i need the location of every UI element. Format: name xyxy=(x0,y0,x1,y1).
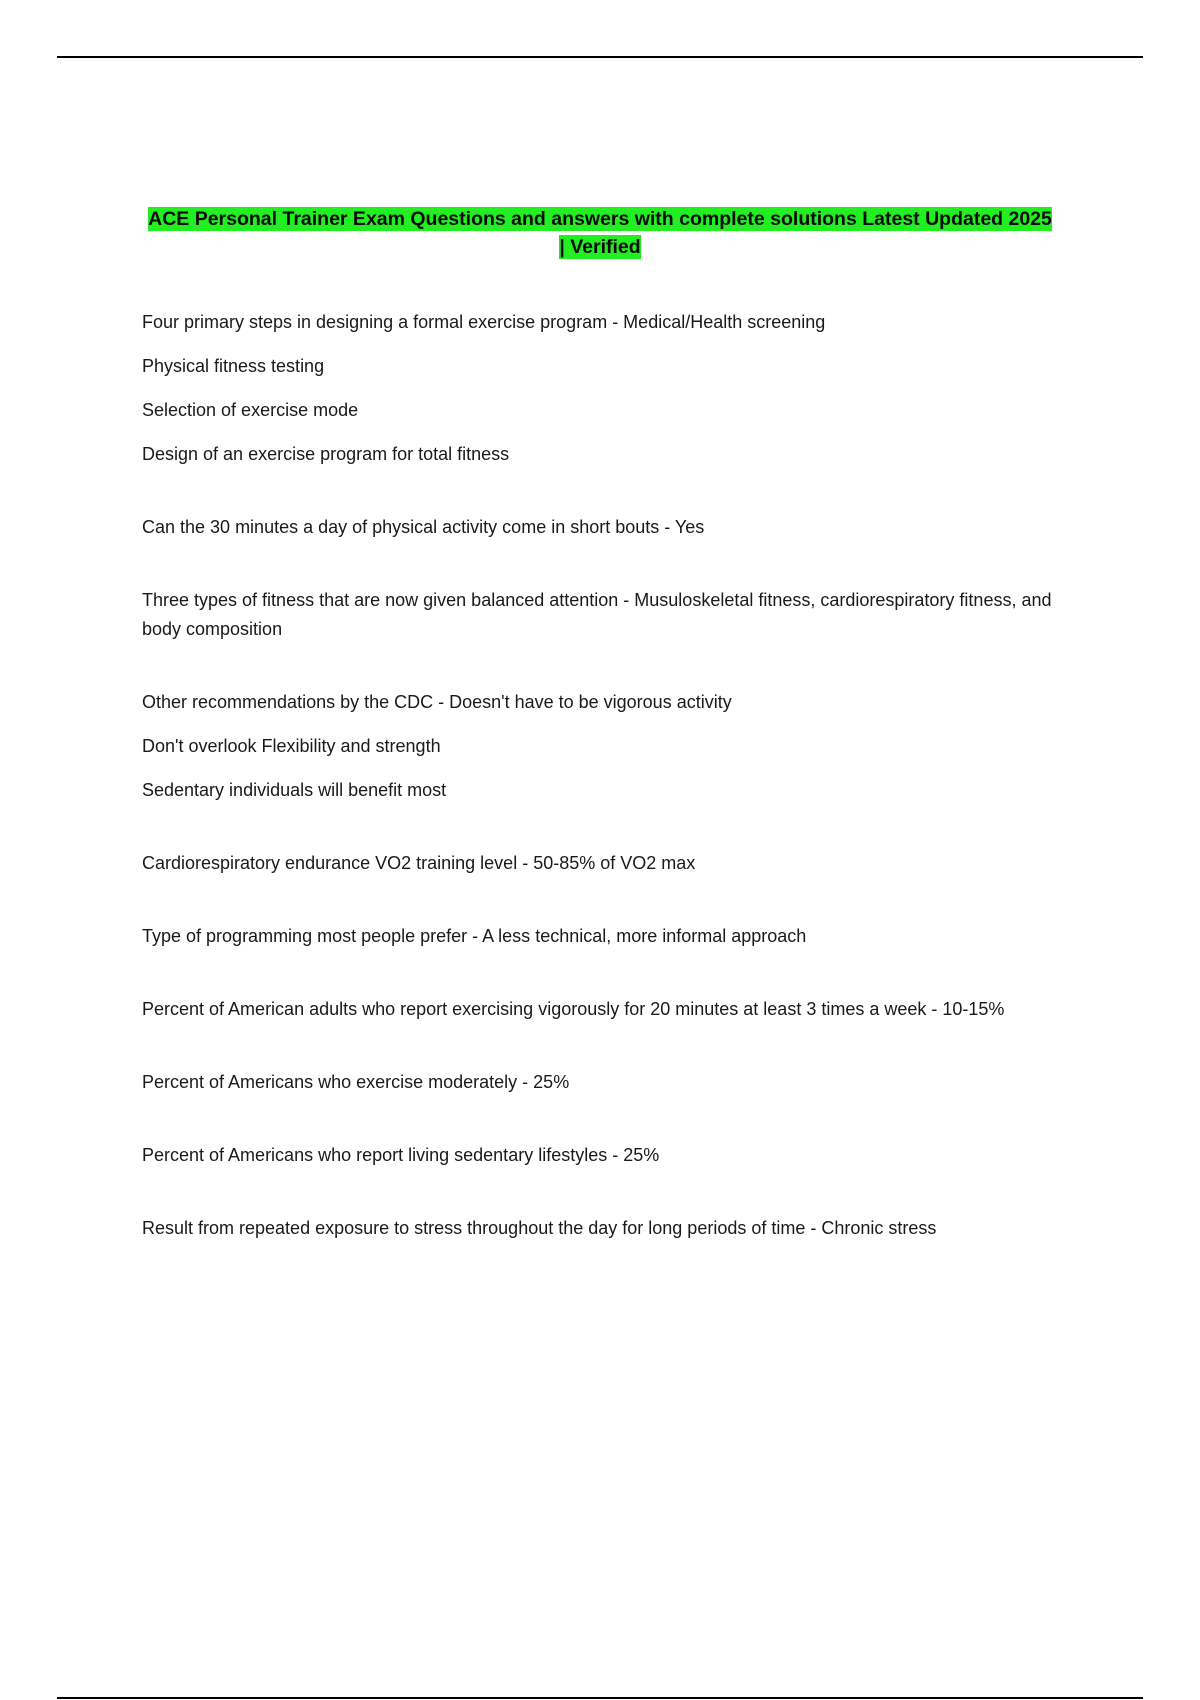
qa-item xyxy=(142,995,1062,1024)
qa-line: Don't overlook Flexibility and strength xyxy=(142,736,441,756)
qa-item xyxy=(142,586,1062,644)
qa-line: Can the 30 minutes a day of physical activity come in short bouts - Yes xyxy=(142,517,705,537)
qa-item xyxy=(142,308,1062,469)
qa-line: Other recommendations by the CDC - Doesn't have to be vigorous activity xyxy=(142,692,732,712)
qa-line: Selection of exercise mode xyxy=(142,400,359,420)
qa-line: Physical fitness testing xyxy=(142,356,325,376)
spacer xyxy=(142,484,1062,513)
qa-line: Sedentary individuals will benefit most xyxy=(142,780,447,800)
qa-line: Percent of American adults who report exercising vigorously for 20 minutes at least 3 times a week - 10-15% xyxy=(142,999,1005,1019)
spacer xyxy=(142,820,1062,849)
spacer xyxy=(142,1039,1062,1068)
qa-line: Cardiorespiratory endurance VO2 training level - 50-85% of VO2 max xyxy=(142,853,696,873)
spacer xyxy=(142,1112,1062,1141)
title-line-1: ACE Personal Trainer Exam Questions and answers with complete solutions Latest Updated 2025 xyxy=(148,208,1052,230)
qa-item xyxy=(142,849,1062,878)
bottom-rule xyxy=(57,1697,1143,1699)
spacer xyxy=(142,1185,1062,1214)
title-line-2: | Verified xyxy=(559,236,641,258)
spacer xyxy=(142,557,1062,586)
qa-list xyxy=(142,308,1062,1258)
qa-item xyxy=(142,1068,1062,1097)
qa-line: Design of an exercise program for total fitness xyxy=(142,444,510,464)
qa-line: Percent of Americans who exercise moderately - 25% xyxy=(142,1072,570,1092)
document-title xyxy=(100,205,1100,261)
spacer xyxy=(142,659,1062,688)
qa-item xyxy=(142,1214,1062,1243)
qa-line: Three types of fitness that are now given balanced attention - Musuloskeletal fitness, cardiorespiratory fitness, and body composition xyxy=(142,590,1052,639)
top-rule xyxy=(57,56,1143,58)
qa-item xyxy=(142,1141,1062,1170)
spacer xyxy=(142,966,1062,995)
qa-line: Result from repeated exposure to stress throughout the day for long periods of time - Chronic stress xyxy=(142,1218,937,1238)
qa-item xyxy=(142,922,1062,951)
qa-item xyxy=(142,688,1062,805)
qa-item xyxy=(142,513,1062,542)
qa-line: Type of programming most people prefer - A less technical, more informal approach xyxy=(142,926,807,946)
spacer xyxy=(142,893,1062,922)
qa-line: Percent of Americans who report living sedentary lifestyles - 25% xyxy=(142,1145,660,1165)
qa-line: Four primary steps in designing a formal exercise program - Medical/Health screening xyxy=(142,312,826,332)
